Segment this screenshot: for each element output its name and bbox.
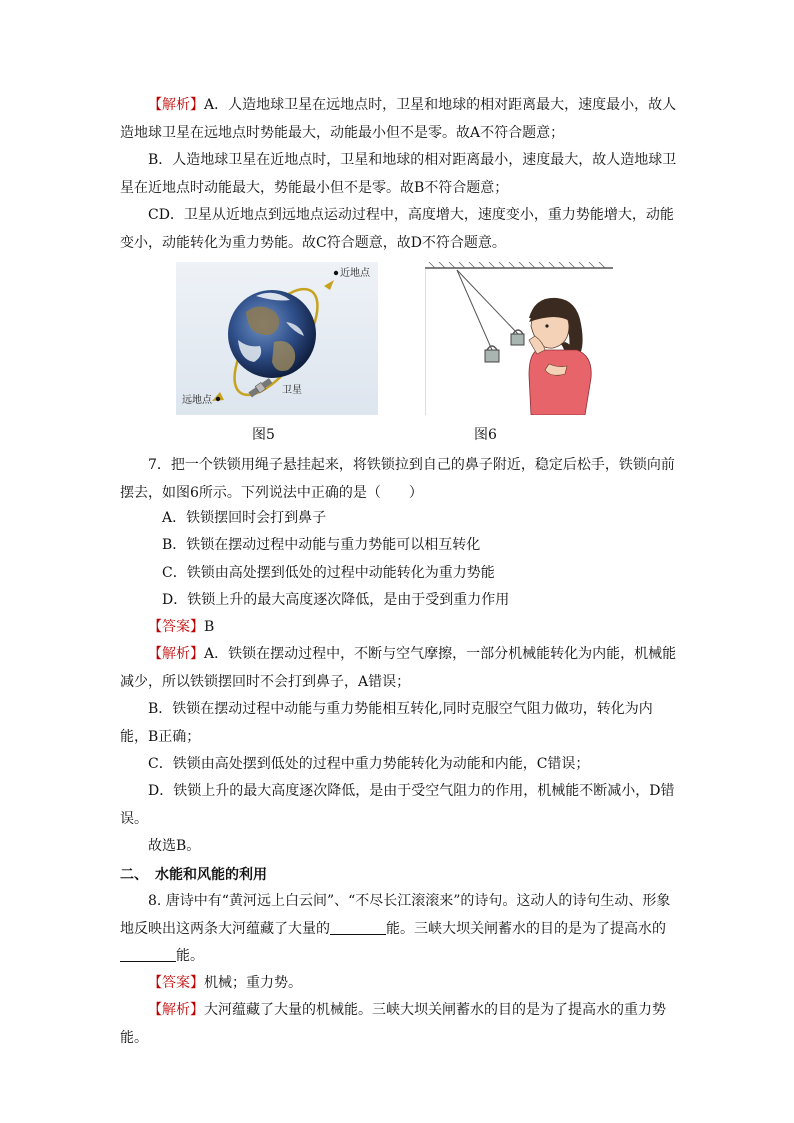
answer-blank-2[interactable] <box>120 945 176 962</box>
q7-analysis-c: C．铁锁由高处摆到低处的过程中重力势能转化为动能和内能，C错误； <box>148 756 590 772</box>
q7-option-a: A．铁锁摆回时会打到鼻子 <box>162 510 327 526</box>
figure5-caption: 图5 <box>252 427 275 443</box>
label-near-point: 近地点 <box>340 268 370 279</box>
q7-option-b: B．铁锁在摆动过程中动能与重力势能可以相互转化 <box>162 537 481 553</box>
q7-conclusion: 故选B。 <box>148 838 201 854</box>
q8-analysis: 【解析】大河蕴藏了大量的机械能。三峡大坝关闸蓄水的目的是为了提高水的重力势能。 <box>120 1002 666 1046</box>
label-satellite: 卫星 <box>282 385 302 396</box>
figure6-pendulum-image <box>425 262 613 419</box>
q7-answer: 【答案】B <box>148 619 215 635</box>
figure5-orbit-image <box>176 262 378 419</box>
figure6-caption: 图6 <box>474 427 497 443</box>
q7-option-c: C．铁锁由高处摆到低处的过程中动能转化为重力势能 <box>162 565 495 581</box>
label-far-point: 远地点 <box>182 395 212 406</box>
q6-analysis-cd: CD．卫星从近地点到远地点运动过程中，高度增大，速度变小，重力势能增大，动能变小，动能转化为重力势能。故C符合题意，故D不符合题意。 <box>120 207 674 251</box>
q6-analysis-b: B．人造地球卫星在近地点时，卫星和地球的相对距离最小，速度最大，故人造地球卫星在近地点时动能最大，势能最小但不是零。故B不符合题意； <box>120 152 677 196</box>
q6-analysis-a: 【解析】A．人造地球卫星在远地点时，卫星和地球的相对距离最大，速度最小，故人造地球卫星在远地点时势能最大，动能最小但不是零。故A不符合题意； <box>120 97 677 141</box>
q7-option-d: D．铁锁上升的最大高度逐次降低，是由于受到重力作用 <box>162 592 510 608</box>
q7-analysis-b: B．铁锁在摆动过程中动能与重力势能相互转化,同时克服空气阻力做功，转化为内能，B正确； <box>120 701 653 745</box>
answer-blank-1[interactable] <box>330 918 386 935</box>
q8-stem: 8. 唐诗中有“黄河远上白云间”、“不尽长江滚滚来”的诗句。这动人的诗句生动、形象地反映出这两条大河蕴藏了大量的 能。三峡大坝关闸蓄水的目的是为了提高水的 能。 <box>120 893 671 964</box>
q7-stem: 7．把一个铁锁用绳子悬挂起来，将铁锁拉到自己的鼻子附近，稳定后松手，铁锁向前摆去，如图6所示。下列说法中正确的是（ ） <box>120 457 675 501</box>
q7-analysis-d: D．铁锁上升的最大高度逐次降低，是由于受空气阻力的作用，机械能不断减小，D错误。 <box>120 783 675 827</box>
q8-answer: 【答案】机械；重力势。 <box>148 975 302 991</box>
analysis-label: 【解析】 <box>148 97 204 113</box>
section2-title: 二、 水能和风能的利用 <box>120 867 267 883</box>
q7-analysis-a: 【解析】A．铁锁在摆动过程中，不断与空气摩擦，一部分机械能转化为内能，机械能减少，所以铁锁摆回时不会打到鼻子，A错误； <box>120 646 677 690</box>
